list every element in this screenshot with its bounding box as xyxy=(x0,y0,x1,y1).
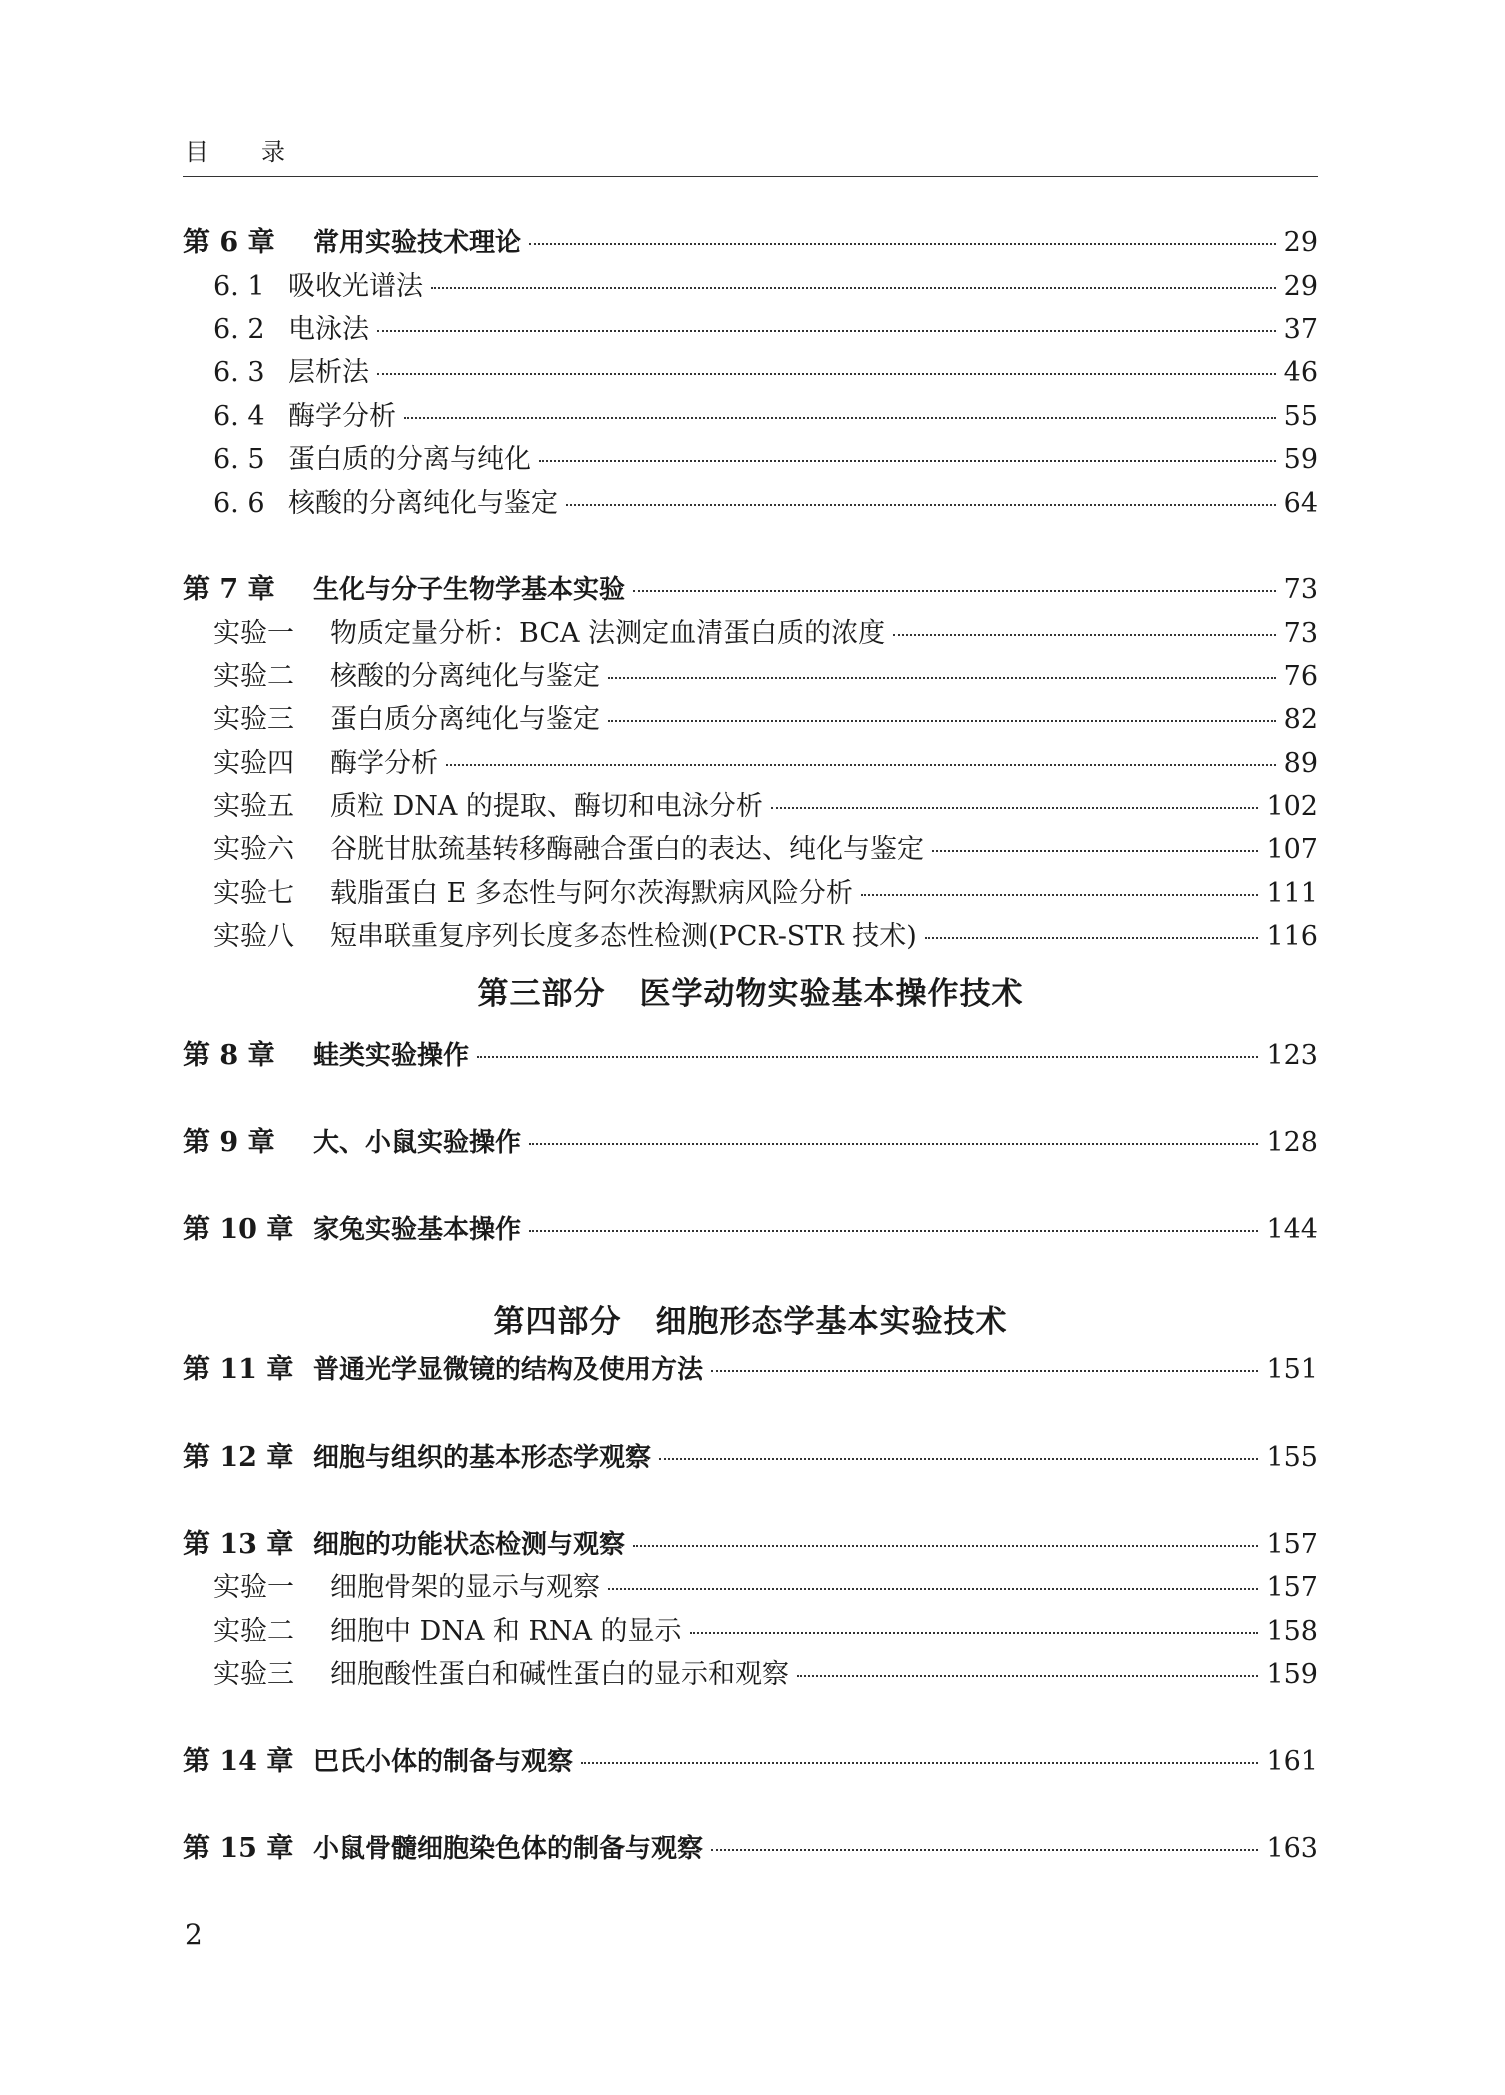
entry-number: 第 14 章 xyxy=(183,1746,294,1777)
entry-page-number: 76 xyxy=(1283,661,1318,692)
dot-leader xyxy=(377,330,1276,332)
entry-number: 实验二 xyxy=(213,1616,294,1647)
entry-page-number: 155 xyxy=(1266,1442,1318,1473)
entry-number: 6. 6 xyxy=(213,488,265,519)
entry-page-number: 128 xyxy=(1266,1127,1318,1158)
entry-title: 谷胱甘肽巯基转移酶融合蛋白的表达、纯化与鉴定 xyxy=(330,834,924,865)
dot-leader xyxy=(633,1545,1258,1547)
entry-page-number: 107 xyxy=(1266,834,1318,865)
entry-title: 细胞骨架的显示与观察 xyxy=(330,1572,600,1603)
entry-number: 第 15 章 xyxy=(183,1833,294,1864)
dot-leader xyxy=(893,634,1276,636)
entry-number: 第 13 章 xyxy=(183,1529,294,1560)
entry-page-number: 157 xyxy=(1266,1529,1318,1560)
entry-number: 第 9 章 xyxy=(183,1127,275,1158)
dot-leader xyxy=(711,1370,1258,1372)
dot-leader xyxy=(925,937,1259,939)
part-heading xyxy=(183,1296,1318,1341)
entry-title: 层析法 xyxy=(288,357,369,388)
toc-experiment-entry[interactable] xyxy=(213,741,1318,781)
entry-number: 实验七 xyxy=(213,878,294,909)
dot-leader xyxy=(797,1675,1258,1677)
entry-title: 细胞与组织的基本形态学观察 xyxy=(313,1443,652,1473)
entry-title: 常用实验技术理论 xyxy=(313,228,522,258)
toc-experiment-entry[interactable] xyxy=(213,871,1318,911)
dot-leader xyxy=(861,894,1259,896)
dot-leader xyxy=(608,677,1276,679)
entry-page-number: 82 xyxy=(1283,704,1318,735)
entry-page-number: 151 xyxy=(1266,1354,1318,1385)
entry-number: 第 7 章 xyxy=(183,574,275,605)
entry-page-number: 161 xyxy=(1266,1746,1318,1777)
toc-chapter-entry[interactable] xyxy=(183,220,1318,260)
dot-leader xyxy=(581,1762,1258,1764)
entry-number: 实验二 xyxy=(213,661,294,692)
dot-leader xyxy=(529,1230,1258,1232)
dot-leader xyxy=(539,460,1276,462)
entry-page-number: 29 xyxy=(1283,227,1318,258)
toc-chapter-entry[interactable] xyxy=(183,1033,1318,1073)
entry-page-number: 29 xyxy=(1283,271,1318,302)
entry-number: 第 12 章 xyxy=(183,1442,294,1473)
dot-leader xyxy=(566,504,1276,506)
entry-title: 蛋白质分离纯化与鉴定 xyxy=(330,704,600,735)
entry-title: 家兔实验基本操作 xyxy=(313,1215,522,1245)
entry-page-number: 73 xyxy=(1283,618,1318,649)
entry-title: 物质定量分析：BCA 法测定血清蛋白质的浓度 xyxy=(330,618,886,649)
entry-number: 实验一 xyxy=(213,1572,294,1603)
toc-section-entry[interactable] xyxy=(213,264,1318,304)
entry-title: 蛙类实验操作 xyxy=(313,1041,470,1071)
part-title: 细胞形态学基本实验技术 xyxy=(655,1304,1008,1340)
entry-page-number: 102 xyxy=(1266,791,1318,822)
toc-experiment-entry[interactable] xyxy=(213,1652,1318,1692)
toc-chapter-entry[interactable] xyxy=(183,1739,1318,1779)
dot-leader xyxy=(446,764,1276,766)
dot-leader xyxy=(690,1632,1259,1634)
dot-leader xyxy=(659,1458,1258,1460)
entry-title: 普通光学显微镜的结构及使用方法 xyxy=(313,1355,704,1385)
toc-chapter-entry[interactable] xyxy=(183,1120,1318,1160)
part-title: 医学动物实验基本操作技术 xyxy=(639,976,1024,1012)
dot-leader xyxy=(477,1056,1258,1058)
entry-number: 6. 2 xyxy=(213,314,265,345)
part-heading xyxy=(183,968,1318,1013)
entry-number: 实验三 xyxy=(213,704,294,735)
page-number: 2 xyxy=(185,1918,203,1951)
entry-number: 第 10 章 xyxy=(183,1214,294,1245)
toc-section-entry[interactable] xyxy=(213,437,1318,477)
entry-title: 电泳法 xyxy=(288,314,369,345)
dot-leader xyxy=(529,1143,1258,1145)
entry-number: 实验一 xyxy=(213,618,294,649)
toc-experiment-entry[interactable] xyxy=(213,784,1318,824)
entry-page-number: 59 xyxy=(1283,444,1318,475)
running-header xyxy=(185,132,285,167)
entry-page-number: 111 xyxy=(1266,878,1318,909)
dot-leader xyxy=(608,1588,1258,1590)
entry-page-number: 73 xyxy=(1283,574,1318,605)
toc-chapter-entry[interactable] xyxy=(183,1826,1318,1866)
toc-experiment-entry[interactable] xyxy=(213,654,1318,694)
entry-page-number: 116 xyxy=(1266,921,1318,952)
entry-number: 第 11 章 xyxy=(183,1354,294,1385)
part-label: 第四部分 xyxy=(493,1304,622,1340)
entry-number: 实验五 xyxy=(213,791,294,822)
toc-section-entry[interactable] xyxy=(213,350,1318,390)
entry-page-number: 159 xyxy=(1266,1659,1318,1690)
entry-title: 小鼠骨髓细胞染色体的制备与观察 xyxy=(313,1834,704,1864)
entry-number: 实验四 xyxy=(213,748,294,779)
dot-leader xyxy=(771,807,1259,809)
entry-number: 6. 3 xyxy=(213,357,265,388)
dot-leader xyxy=(608,720,1276,722)
toc-experiment-entry[interactable] xyxy=(213,827,1318,867)
toc-experiment-entry[interactable] xyxy=(213,697,1318,737)
toc-experiment-entry[interactable] xyxy=(213,914,1318,954)
entry-number: 实验六 xyxy=(213,834,294,865)
entry-number: 6. 1 xyxy=(213,271,265,302)
entry-number: 第 6 章 xyxy=(183,227,275,258)
entry-title: 大、小鼠实验操作 xyxy=(313,1128,522,1158)
entry-title: 载脂蛋白 E 多态性与阿尔茨海默病风险分析 xyxy=(330,878,853,909)
entry-title: 质粒 DNA 的提取、酶切和电泳分析 xyxy=(330,791,763,822)
entry-page-number: 158 xyxy=(1266,1616,1318,1647)
header-rule xyxy=(183,176,1318,177)
entry-page-number: 46 xyxy=(1283,357,1318,388)
entry-page-number: 37 xyxy=(1283,314,1318,345)
entry-page-number: 55 xyxy=(1283,401,1318,432)
entry-title: 酶学分析 xyxy=(330,748,438,779)
dot-leader xyxy=(431,287,1276,289)
dot-leader xyxy=(404,417,1276,419)
toc-chapter-entry[interactable] xyxy=(183,1522,1318,1562)
entry-page-number: 123 xyxy=(1266,1040,1318,1071)
entry-title: 蛋白质的分离与纯化 xyxy=(288,444,531,475)
entry-number: 实验八 xyxy=(213,921,294,952)
entry-title: 生化与分子生物学基本实验 xyxy=(313,575,626,605)
toc-section-entry[interactable] xyxy=(213,481,1318,521)
part-label: 第三部分 xyxy=(477,976,606,1012)
toc-section-entry[interactable] xyxy=(213,394,1318,434)
running-header-left: 目 xyxy=(185,138,209,166)
entry-number: 6. 4 xyxy=(213,401,265,432)
entry-number: 第 8 章 xyxy=(183,1040,275,1071)
entry-title: 细胞酸性蛋白和碱性蛋白的显示和观察 xyxy=(330,1659,789,1690)
entry-page-number: 144 xyxy=(1266,1214,1318,1245)
entry-title: 核酸的分离纯化与鉴定 xyxy=(288,488,558,519)
entry-title: 酶学分析 xyxy=(288,401,396,432)
toc-chapter-entry[interactable] xyxy=(183,1435,1318,1475)
entry-number: 6. 5 xyxy=(213,444,265,475)
entry-title: 吸收光谱法 xyxy=(288,271,423,302)
entry-title: 细胞中 DNA 和 RNA 的显示 xyxy=(330,1616,682,1647)
dot-leader xyxy=(633,590,1276,592)
entry-page-number: 64 xyxy=(1283,488,1318,519)
toc-chapter-entry[interactable] xyxy=(183,1207,1318,1247)
toc-chapter-entry[interactable] xyxy=(183,1347,1318,1387)
entry-title: 巴氏小体的制备与观察 xyxy=(313,1747,574,1777)
toc-experiment-entry[interactable] xyxy=(213,611,1318,651)
entry-title: 核酸的分离纯化与鉴定 xyxy=(330,661,600,692)
entry-page-number: 89 xyxy=(1283,748,1318,779)
toc-section-entry[interactable] xyxy=(213,307,1318,347)
entry-title: 细胞的功能状态检测与观察 xyxy=(313,1530,626,1560)
toc-chapter-entry[interactable] xyxy=(183,567,1318,607)
dot-leader xyxy=(711,1849,1258,1851)
dot-leader xyxy=(932,850,1258,852)
entry-page-number: 157 xyxy=(1266,1572,1318,1603)
toc-experiment-entry[interactable] xyxy=(213,1565,1318,1605)
toc-experiment-entry[interactable] xyxy=(213,1609,1318,1649)
dot-leader xyxy=(529,243,1276,245)
entry-page-number: 163 xyxy=(1266,1833,1318,1864)
dot-leader xyxy=(377,373,1276,375)
entry-title: 短串联重复序列长度多态性检测(PCR-STR 技术) xyxy=(330,921,917,952)
entry-number: 实验三 xyxy=(213,1659,294,1690)
running-header-right: 录 xyxy=(261,138,285,166)
